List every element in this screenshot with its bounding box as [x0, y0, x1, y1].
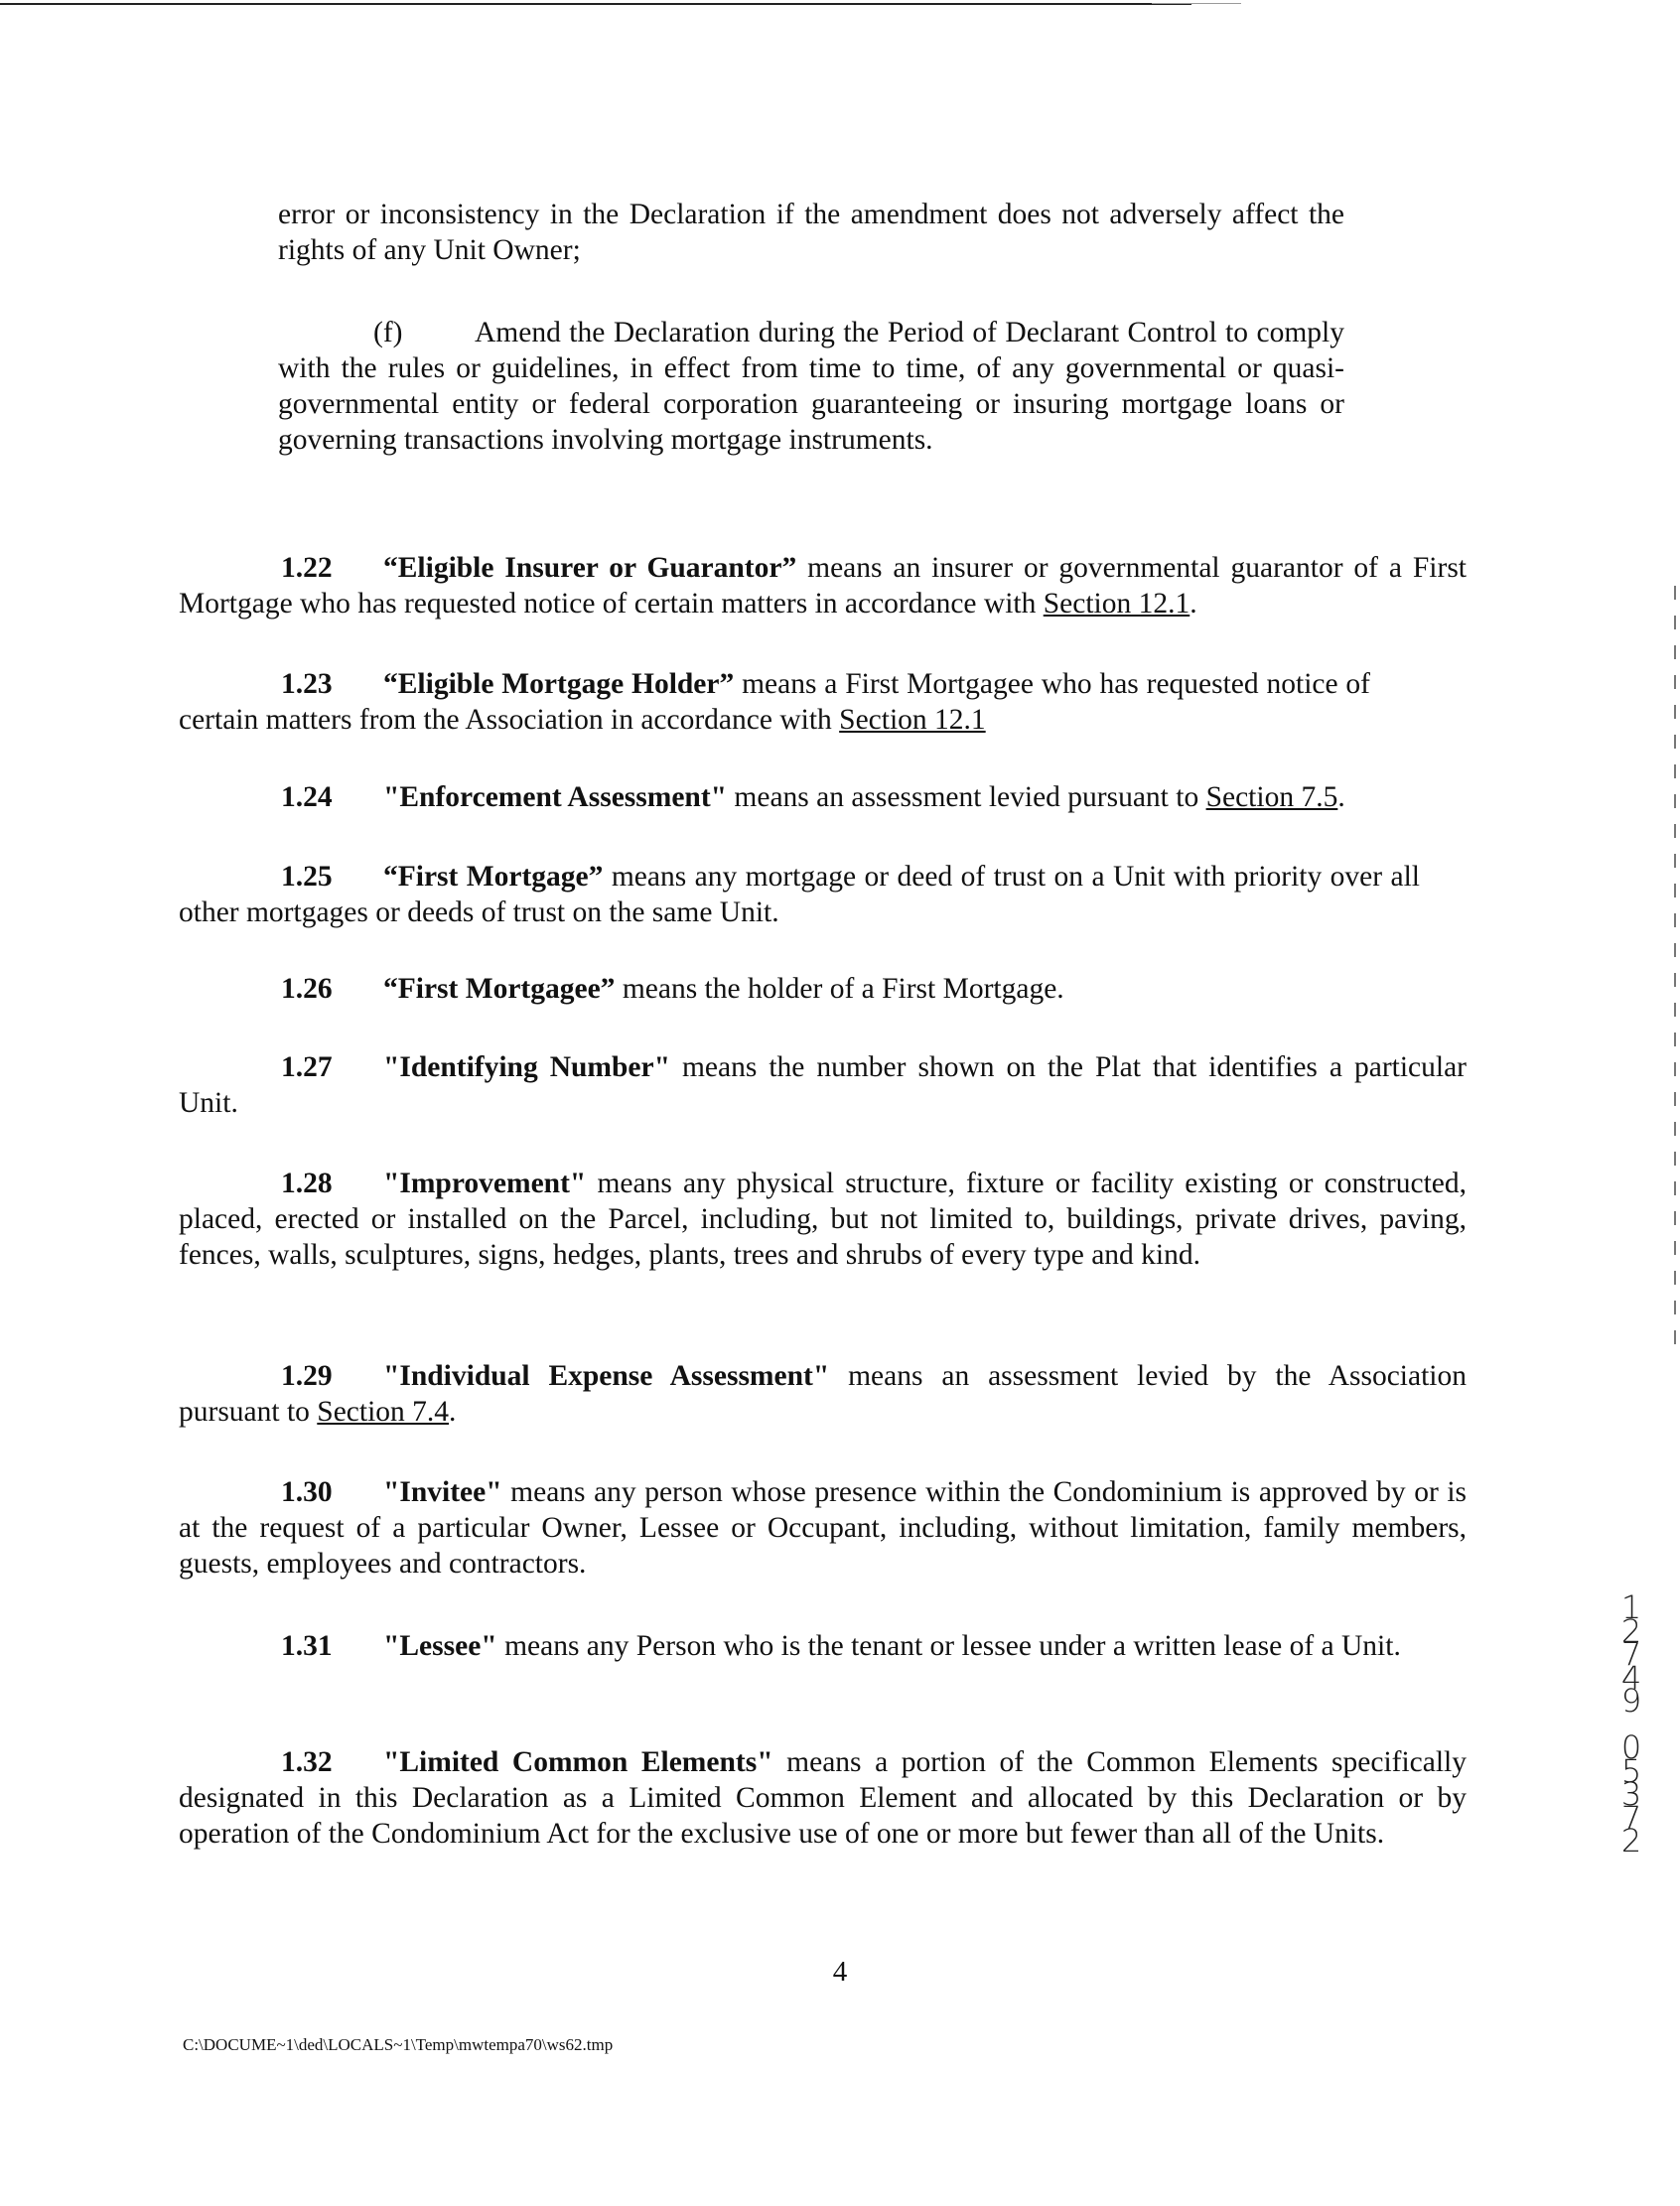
footer-file-path: C:\DOCUME~1\ded\LOCALS~1\Temp\mwtempa70\ws62.tmp — [183, 2035, 614, 2054]
definition-term: "Individual Expense Assessment" — [383, 1360, 830, 1392]
definition-number: 1.25 — [281, 861, 333, 893]
definition-term: “First Mortgage” — [383, 861, 604, 893]
definition-text: means a First Mortgagee who has requested notice of certain matters from the Association in accordance with — [179, 668, 1370, 736]
definition-1-25 — [179, 859, 1420, 930]
definition-text: means any physical structure, fixture or facility existing or constructed, placed, erected or installed on the Parcel, including, but not limited to, buildings, private drives, paving, fences, walls, sculptures, signs, hedges, plants, trees and shrubs of every type and kind. — [179, 1168, 1467, 1271]
definition-1-29 — [179, 1358, 1467, 1430]
definition-term: "Identifying Number" — [383, 1051, 670, 1083]
definition-tail: . — [449, 1396, 457, 1428]
subsection-f-label: (f) — [373, 317, 403, 348]
definition-number: 1.30 — [281, 1476, 333, 1508]
definition-term: “Eligible Insurer or Guarantor” — [383, 552, 797, 584]
definition-number: 1.31 — [281, 1630, 333, 1662]
definition-term: “First Mortgagee” — [383, 973, 616, 1005]
top-scan-rule — [0, 3, 1191, 5]
definition-term: "Improvement" — [383, 1168, 587, 1199]
definition-1-28 — [179, 1166, 1467, 1273]
definition-number: 1.28 — [281, 1168, 333, 1199]
definition-text: means an assessment levied by the Association pursuant to — [179, 1360, 1467, 1428]
section-reference: Section 12.1 — [839, 704, 986, 736]
definition-text: means an assessment levied pursuant to — [727, 781, 1206, 813]
definition-text: means the holder of a First Mortgage. — [615, 973, 1064, 1005]
definition-text: means the number shown on the Plat that identifies a particular Unit. — [179, 1051, 1467, 1119]
section-reference: Section 12.1 — [1043, 588, 1190, 620]
definition-1-30 — [179, 1474, 1467, 1582]
definition-1-31 — [179, 1628, 1467, 1664]
subsection-f — [278, 315, 1344, 458]
definition-text: means any person whose presence within the Condominium is approved by or is at the request of a particular Owner, Lessee or Occupant, including, without limitation, family members, guests, employees and contractors. — [179, 1476, 1467, 1580]
definition-number: 1.22 — [281, 552, 333, 584]
definition-number: 1.29 — [281, 1360, 333, 1392]
definition-term: “Eligible Mortgage Holder” — [383, 668, 735, 700]
subsection-f-text: Amend the Declaration during the Period of Declarant Control to comply with the rules or guidelines, in effect from time to time, of any governmental or quasi-governmental entity or federal corporation guaranteeing or insuring mortgage loans or governing transactions involving mortgage instruments. — [278, 317, 1344, 456]
definition-number: 1.32 — [281, 1746, 333, 1778]
definition-1-24 — [179, 779, 1470, 815]
definition-number: 1.26 — [281, 973, 333, 1005]
page-number: 4 — [832, 1956, 848, 1988]
definition-1-32 — [179, 1744, 1467, 1852]
definition-1-22 — [179, 550, 1467, 621]
definition-term: "Invitee" — [383, 1476, 502, 1508]
definition-tail: . — [1190, 588, 1197, 620]
definition-1-23 — [179, 666, 1370, 738]
right-margin-scan-marks — [1674, 586, 1676, 1360]
continuation-paragraph: error or inconsistency in the Declaration if the amendment does not adversely affect the rights of any Unit Owner; — [278, 199, 1344, 266]
top-scan-rule-faint — [1152, 3, 1241, 4]
definition-term: "Lessee" — [383, 1630, 497, 1662]
definition-number: 1.27 — [281, 1051, 333, 1083]
definition-text: means any mortgage or deed of trust on a Unit with priority over all other mortgages or deeds of trust on the same Unit. — [179, 861, 1421, 928]
definition-term: "Enforcement Assessment" — [383, 781, 728, 813]
definition-text: means any Person who is the tenant or lessee under a written lease of a Unit. — [496, 1630, 1401, 1662]
recording-number-stamp: 1 2 7 4 9 0 5 3 7 2 — [1620, 1588, 1642, 1860]
definition-number: 1.23 — [281, 668, 333, 700]
definition-term: "Limited Common Elements" — [383, 1746, 773, 1778]
definition-1-27 — [179, 1049, 1467, 1121]
section-reference: Section 7.5 — [1205, 781, 1338, 813]
definition-text: means a portion of the Common Elements specifically designated in this Declaration as a Limited Common Element and allocated by this Declaration or by operation of the Condominium Act for the exclusive use of one or more but fewer than all of the Units. — [179, 1746, 1467, 1850]
definition-tail: . — [1337, 781, 1345, 813]
definition-1-26 — [179, 971, 1470, 1007]
definition-text: means an insurer or governmental guarantor of a First Mortgage who has requested notice of certain matters in accordance with — [179, 552, 1467, 620]
definition-number: 1.24 — [281, 781, 333, 813]
section-reference: Section 7.4 — [317, 1396, 450, 1428]
